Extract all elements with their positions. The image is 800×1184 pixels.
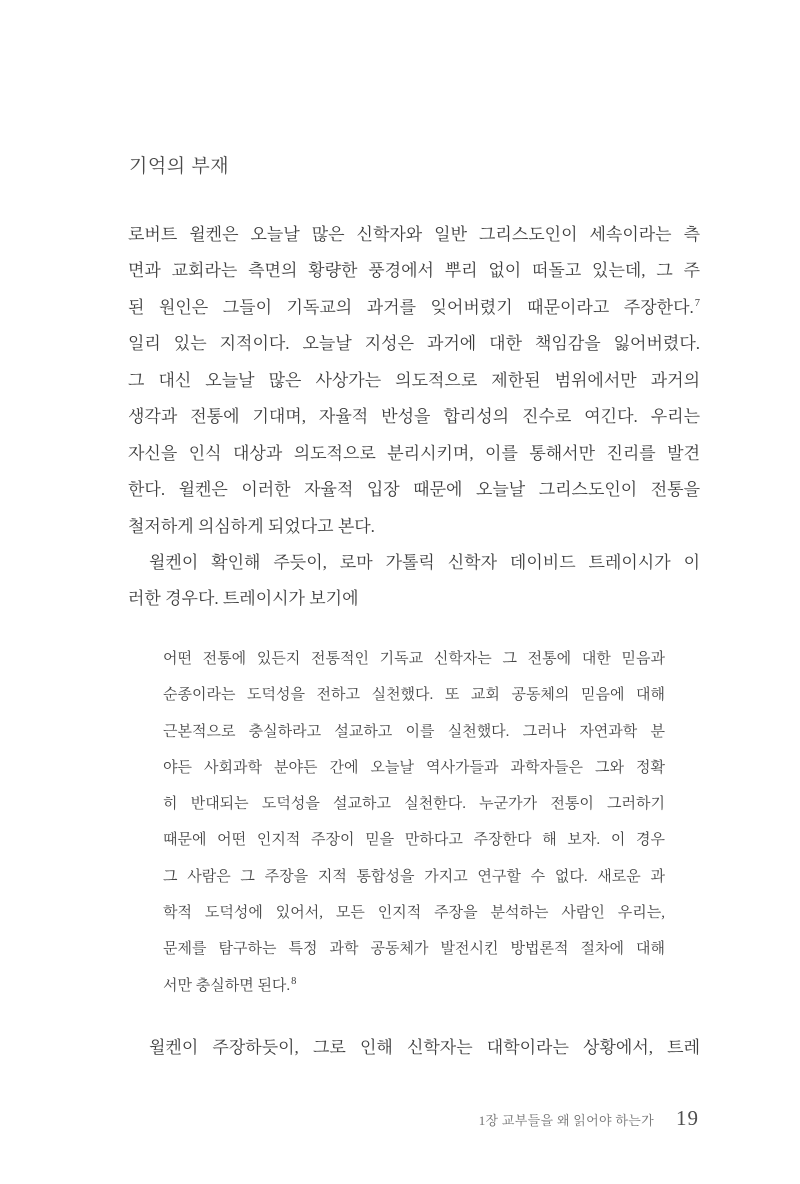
paragraph-line: 일리 있는 지적이다. 오늘날 지성은 과거에 대한 책임감을 잃어버렸다.	[128, 334, 700, 354]
paragraph-line: 한다. 윌켄은 이러한 자율적 입장 때문에 오늘날 그리스도인이 전통을	[128, 480, 700, 500]
paragraph-line: 윌켄이 확인해 주듯이, 로마 가톨릭 신학자 데이비드 트레이시가 이	[149, 552, 700, 572]
paragraph-line: 자신을 인식 대상과 의도적으로 분리시키며, 이를 통해서만 진리를 발견	[128, 443, 700, 463]
quote-line: 그 사람은 그 주장을 지적 통합성을 가지고 연구할 수 없다. 새로운 과	[163, 868, 665, 885]
paragraph-line	[128, 290, 700, 326]
quote-line: 때문에 어떤 인지적 주장이 믿을 만하다고 주장한다 해 보자. 이 경우	[163, 832, 665, 849]
quote-line	[163, 968, 665, 1004]
paragraph-line: 그 대신 오늘날 많은 사상가는 의도적으로 제한된 범위에서만 과거의	[128, 370, 700, 390]
paragraph-line: 생각과 전통에 기대며, 자율적 반성을 합리성의 진수로 여긴다. 우리는	[128, 407, 700, 427]
paragraph-line-text: 된 원인은 그들이 기독교의 과거를 잊어버렸기 때문이라고 주장한다.	[128, 297, 694, 317]
body-text-continued	[128, 1030, 700, 1066]
paragraph-line: 철저하게 의심하게 되었다고 본다.	[128, 516, 375, 536]
quote-line: 야든 사회과학 분야든 간에 오늘날 역사가들과 과학자들은 그와 정확	[163, 759, 665, 776]
paragraph-line: 로버트 윌켄은 오늘날 많은 신학자와 일반 그리스도인이 세속이라는 측	[128, 225, 700, 244]
paragraph-line: 윌켄이 주장하듯이, 그로 인해 신학자는 대학이라는 상황에서, 트레	[149, 1038, 700, 1057]
quote-line: 문제를 탐구하는 특정 과학 공동체가 발전시킨 방법론적 절차에 대해	[163, 941, 665, 958]
page-number: 19	[676, 1106, 699, 1130]
quote-line: 순종이라는 도덕성을 전하고 실천했다. 또 교회 공동체의 믿음에 대해	[163, 687, 665, 704]
footnote-ref-7: 7	[694, 298, 700, 310]
page-footer	[479, 1106, 699, 1131]
paragraph-line: 면과 교회라는 측면의 황량한 풍경에서 뿌리 없이 떠돌고 있는데, 그 주	[128, 261, 700, 281]
footnote-ref-8: 8	[291, 975, 297, 987]
body-text	[128, 217, 700, 618]
quote-line-text: 서만 충실하면 된다.	[163, 977, 291, 994]
quote-line: 학적 도덕성에 있어서, 모든 인지적 주장을 분석하는 사람인 우리는,	[163, 905, 665, 922]
running-footer-chapter: 1장 교부들을 왜 읽어야 하는가	[478, 1113, 654, 1128]
block-quote	[163, 641, 665, 1004]
quote-line: 히 반대되는 도덕성을 설교하고 실천한다. 누군가가 전통이 그러하기	[163, 796, 665, 813]
quote-line: 어떤 전통에 있든지 전통적인 기독교 신학자는 그 전통에 대한 믿음과	[163, 651, 665, 667]
section-heading: 기억의 부재	[129, 156, 230, 177]
paragraph-line: 러한 경우다. 트레이시가 보기에	[128, 589, 359, 609]
quote-line: 근본적으로 충실하라고 설교하고 이를 실천했다. 그러나 자연과학 분	[163, 723, 665, 740]
